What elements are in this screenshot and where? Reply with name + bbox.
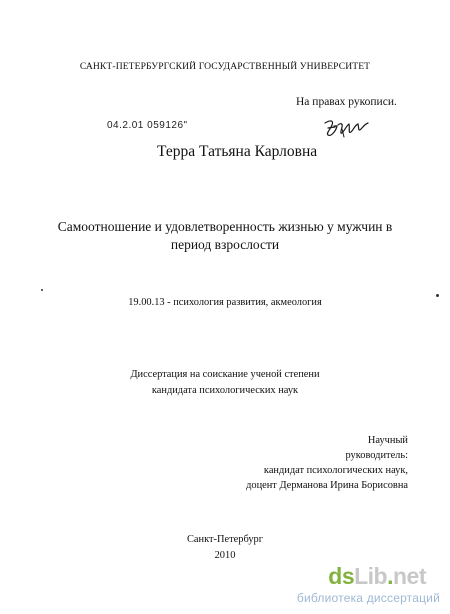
registry-stamp-number: 04.2.01 059126" <box>107 120 188 131</box>
degree-statement <box>0 367 450 399</box>
watermark-logo-ds: ds <box>328 563 355 589</box>
supervisor-line-1: Научный <box>367 435 408 446</box>
supervisor-line-2: руководитель: <box>345 450 408 461</box>
supervisor-line-3: кандидат психологических наук, <box>263 465 408 476</box>
thesis-title-line-1: Самоотношение и удовлетворенность жизнью у мужчин в <box>57 219 393 234</box>
signature-icon <box>322 117 370 139</box>
watermark[interactable] <box>220 563 440 607</box>
manuscript-rights-note: На правах рукописи. <box>296 96 397 108</box>
degree-line-1: Диссертация на соискание ученой степени <box>130 369 320 380</box>
supervisor-block <box>246 433 408 493</box>
scan-speck <box>41 289 43 291</box>
watermark-logo-lib: Lib <box>354 563 388 589</box>
thesis-title-line-2: период взрослости <box>170 237 280 252</box>
degree-line-2: кандидата психологических наук <box>151 385 299 396</box>
watermark-logo-net: net <box>393 563 426 589</box>
year: 2010 <box>214 550 236 561</box>
city: Санкт-Петербург <box>186 534 264 545</box>
watermark-logo <box>328 563 426 590</box>
specialty-code: 19.00.13 - психология развития, акмеология <box>128 297 322 308</box>
university-name: САНКТ-ПЕТЕРБУРГСКИЙ ГОСУДАРСТВЕННЫЙ УНИВЕРСИТЕТ <box>79 61 371 72</box>
author-name: Терра Татьяна Карловна <box>157 143 318 160</box>
watermark-logo-dot: . <box>387 563 393 589</box>
thesis-title <box>0 218 450 254</box>
watermark-tagline: библиотека диссертаций <box>296 591 440 605</box>
supervisor-line-4: доцент Дерманова Ирина Борисовна <box>246 480 408 491</box>
